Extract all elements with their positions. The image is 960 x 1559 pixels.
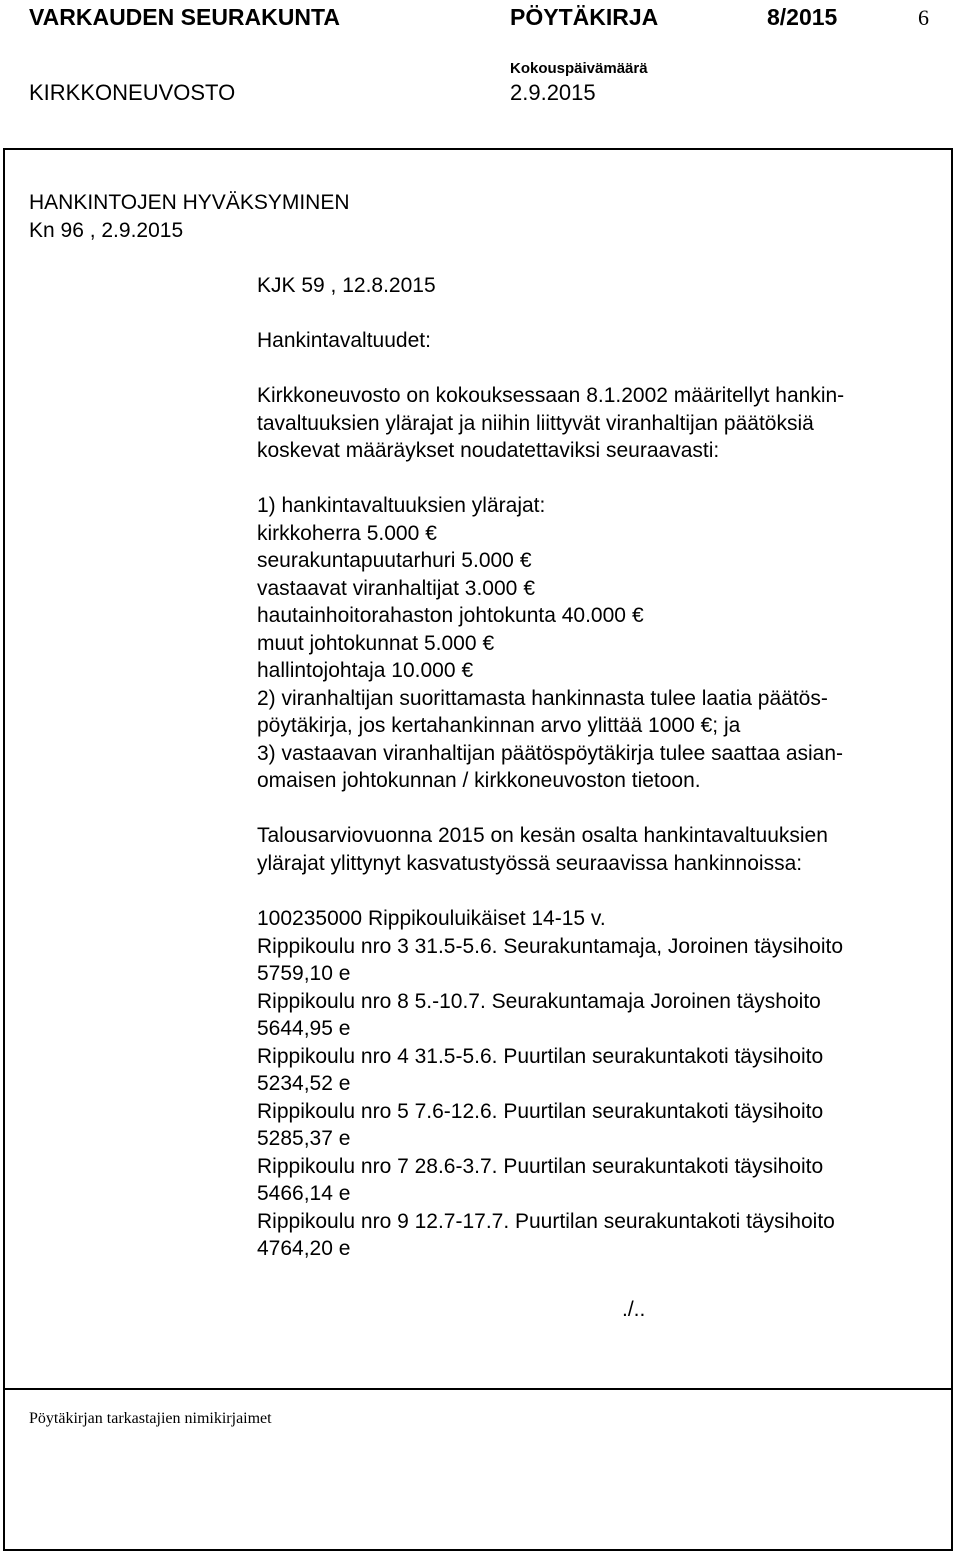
purchase-desc: Rippikoulu nro 3 31.5-5.6. Seurakuntamaja, Joroinen täysihoito: [257, 934, 844, 958]
budget-paragraph: [257, 822, 947, 877]
meeting-date-label: Kokouspäivämäärä: [510, 60, 648, 77]
limit-item: hautainhoitorahaston johtokunta 40.000 €: [257, 604, 644, 627]
text-line: ylärajat ylittynyt kasvatustyössä seuraavissa hankinnoissa:: [257, 851, 803, 875]
section-title: HANKINTOJEN HYVÄKSYMINEN: [29, 191, 350, 214]
doc-number: 8/2015: [767, 4, 838, 30]
purchase-amount: 5644,95 e: [257, 1017, 351, 1040]
purchase-desc: Rippikoulu nro 5 7.6-12.6. Puurtilan seurakuntakoti täysihoito: [257, 1099, 824, 1123]
purchases-list: [257, 905, 947, 1263]
text-line: Kirkkoneuvosto on kokouksessaan 8.1.2002 määritellyt hankin-: [257, 384, 845, 407]
text-line: tavaltuuksien ylärajat ja niihin liittyvät viranhaltijan päätöksiä: [257, 411, 814, 435]
footer-divider: [3, 1388, 953, 1390]
purchase-desc: Rippikoulu nro 9 12.7-17.7. Puurtilan seurakuntakoti täysihoito: [257, 1209, 835, 1233]
purchase-amount: 5234,52 e: [257, 1072, 351, 1095]
account-line: 100235000 Rippikouluikäiset 14-15 v.: [257, 907, 606, 930]
meeting-date: 2.9.2015: [510, 80, 596, 105]
text-line: koskevat määräykset noudatettaviksi seuraavasti:: [257, 439, 720, 462]
subheading: Hankintavaltuudet:: [257, 329, 431, 352]
org-name: VARKAUDEN SEURAKUNTA: [29, 4, 340, 30]
section-ref: Kn 96 , 2.9.2015: [29, 218, 184, 242]
text-line: Talousarviovuonna 2015 on kesän osalta hankintavaltuuksien: [257, 824, 828, 847]
purchase-amount: 4764,20 e: [257, 1237, 351, 1260]
limits-heading: 1) hankintavaltuuksien ylärajat:: [257, 494, 546, 517]
intro-paragraph: [257, 382, 947, 465]
purchase-amount: 5759,10 e: [257, 962, 351, 985]
purchase-desc: Rippikoulu nro 7 28.6-3.7. Puurtilan seurakuntakoti täysihoito: [257, 1154, 824, 1178]
section-heading: [29, 189, 479, 244]
page-number: 6: [918, 5, 929, 30]
purchase-desc: Rippikoulu nro 8 5.-10.7. Seurakuntamaja Joroinen täyshoito: [257, 989, 821, 1013]
limit-item: kirkkoherra 5.000 €: [257, 521, 437, 545]
purchase-desc: Rippikoulu nro 4 31.5-5.6. Puurtilan seurakuntakoti täysihoito: [257, 1044, 824, 1068]
signature-label: Pöytäkirjan tarkastajien nimikirjaimet: [29, 1410, 272, 1427]
limit-item: hallintojohtaja 10.000 €: [257, 659, 474, 682]
text-line: omaisen johtokunnan / kirkkoneuvoston tietoon.: [257, 769, 701, 792]
text-line: pöytäkirja, jos kertahankinnan arvo ylittää 1000 €; ja: [257, 714, 741, 737]
limit-item: muut johtokunnat 5.000 €: [257, 631, 495, 655]
text-line: 3) vastaavan viranhaltijan päätöspöytäkirja tulee saattaa asian-: [257, 741, 844, 765]
board-name: KIRKKONEUVOSTO: [29, 80, 236, 105]
limit-item: seurakuntapuutarhuri 5.000 €: [257, 549, 532, 572]
continuation-mark: ./..: [622, 1298, 646, 1321]
purchase-amount: 5285,37 e: [257, 1127, 351, 1150]
purchase-amount: 5466,14 e: [257, 1182, 351, 1205]
limits-block: [257, 492, 947, 795]
limit-item: vastaavat viranhaltijat 3.000 €: [257, 576, 536, 600]
kjk-ref: KJK 59 , 12.8.2015: [257, 274, 436, 297]
doc-type: PÖYTÄKIRJA: [510, 4, 659, 30]
text-line: 2) viranhaltijan suorittamasta hankinnasta tulee laatia päätös-: [257, 686, 828, 710]
